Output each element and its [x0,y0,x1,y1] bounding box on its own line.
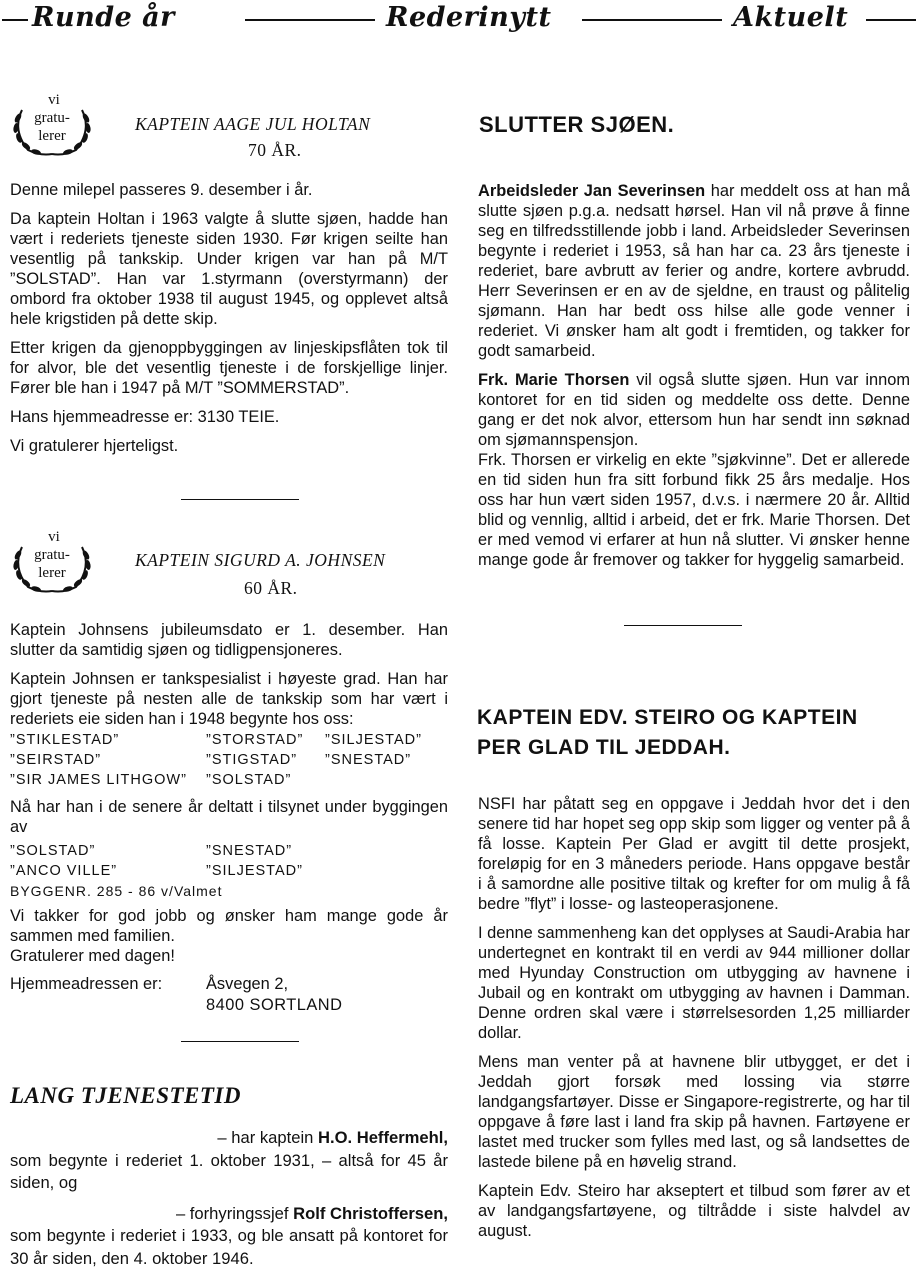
header-center-title: Rederinytt [386,2,552,33]
lang-line [10,1203,448,1226]
header-rule [582,19,722,21]
section-divider [181,499,299,500]
slutter-paragraph: Frk. Thorsen er virkelig en ekte ”sjøkvinne”. Det er allerede en tid siden hun fra sitt forbund fikk 25 års medalje. Hos oss har hun vært siden 1957, d.v.s. i nærmere 20 år. Alltid blid og vennlig, alltid i arbeid, det er frk. Marie Thorsen. Det er med vemod vi erfarer at hun nå slutter. Vi ønsker henne mange gode år fremover og takker for hyggelig samarbeid. [478,451,910,569]
johnsen-article-end [10,906,448,975]
ship-name: ”STORSTAD” [206,732,304,748]
ship-name: ”SOLSTAD” [206,772,292,788]
address-label: Hjemmeadressen er: [10,975,163,993]
holtan-paragraph: Denne milepel passeres 9. desember i år. [10,181,313,199]
johnsen-age: 60 ÅR. [244,578,298,598]
ship-name: ”STIGSTAD” [206,752,298,768]
ship-name: ”STIKLESTAD” [10,732,120,748]
header-left-title: Runde år [32,2,175,33]
svg-text:lerer: lerer [38,565,66,581]
holtan-article [10,180,448,465]
ship-name: ”SILJESTAD” [325,732,422,748]
page-header [0,0,920,42]
lang-article [10,1127,448,1270]
ship-name: ”SNESTAD” [325,752,412,768]
svg-text:vi: vi [48,529,60,545]
jeddah-paragraph: I denne sammenheng kan det opplyses at Saudi-Arabia har undertegnet en kontrakt til en verdi av 944 millioner dollar med Hyunday Construction om utbygging av havnene i Jubail og en kontrakt om utbygging av havnen i Damman. Denne ordren skal være i størrelsesorden 1,25 milliarder dollar. [478,924,910,1042]
ship-name: ”SILJESTAD” [206,863,303,879]
holtan-paragraph: Vi gratulerer hjerteligst. [10,437,179,455]
address-line: 8400 SORTLAND [206,996,343,1014]
slutter-paragraph [478,370,910,450]
holtan-title: KAPTEIN AAGE JUL HOLTAN [135,114,371,134]
ship-name: ”SEIRSTAD” [10,752,102,768]
svg-text:vi: vi [48,92,60,108]
johnsen-paragraph: Kaptein Johnsens jubileumsdato er 1. desember. Han slutter da samtidig sjøen og tidligpensjoneres. [10,621,448,659]
jeddah-paragraph: Mens man venter på at havnene blir utbygget, er det i Jeddah gjort forsøk med lossing via større landgangsfartøyer. Disse er Singapore-registrerte, og har til oppgave å føre last i land fra skip på havnen. Fartøyene er lastet med trucker som fylles med last, og så landsettes de lastede bilene på en høvelig strand. [478,1053,910,1171]
laurel-emblem [8,527,96,597]
holtan-paragraph: Etter krigen da gjenoppbyggingen av linjeskipsflåten tok til for alvor, ble det vesentlig tjeneste i de forskjellige linjer. Fører ble han i 1947 på M/T ”SOMMERSTAD”. [10,339,448,397]
holtan-paragraph: Hans hjemmeadresse er: 3130 TEIE. [10,408,280,426]
slutter-paragraph [478,181,910,361]
header-right-title: Aktuelt [733,2,849,33]
johnsen-paragraph: Nå har han i de senere år deltatt i tilsynet under byggingen av [10,798,448,836]
build-number-text: BYGGENR. 285 - 86 v/Valmet [10,883,223,899]
jeddah-title-line2: PER GLAD TIL JEDDAH. [477,736,731,759]
ship-name: ”ANCO VILLE” [10,863,118,879]
holtan-paragraph: Da kaptein Holtan i 1963 valgte å slutte sjøen, hadde han vært i rederiets tjeneste siden 1930. Før krigen seilte han vesentlig på tankskip. Under krigen var han på M/T ”SOLSTAD”. Han var 1.styrmann (overstyrmann) der ombord fra oktober 1938 til august 1945, og opplevet altså hele krigstiden på dette skip. [10,210,448,328]
slutter-text: vil også slutte sjøen. Hun var innom kontoret for en tid siden og meddelte oss dette. Denne gang er det nok alvor, ettersom hun har sendt inn søknad om sjømannspensjon. [478,371,911,449]
lang-name: Rolf Christoffersen, [293,1203,448,1223]
lang-text: – forhyringssjef [175,1203,294,1223]
slutter-article [478,181,910,579]
johnsen-paragraph: Vi takker for god jobb og ønsker ham mange gode år sammen med familien. [10,907,448,945]
header-rule [245,19,375,21]
person-name: Arbeidsleder Jan Severinsen [478,182,706,200]
ship-list [10,841,450,883]
section-divider [181,1041,299,1042]
johnsen-article-intro [10,620,448,738]
jeddah-title-line1: KAPTEIN EDV. STEIRO OG KAPTEIN [477,706,858,729]
header-rule [866,19,916,21]
slutter-text: har meddelt oss at han må slutte sjøen p.g.a. nedsatt hørsel. Han vil nå prøve å finne seg en tilfredsstillende jobb i land. Arbeidsleder Severinsen begynte i rederiet i 1953, så han har ca. 23 års tjeneste i rederiet, bare avbrutt av ferier og andre, kortere avbrudd. Herr Severinsen er en av de sjeldne, en traust og pålitelig sjømann. Han har bedt oss hilse alle gode venner i rederiet. Vi ønsker ham alt godt i fremtiden, og takker for godt samarbeid. [478,182,910,360]
ship-list [10,730,450,792]
lang-line: som begynte i rederiet 1. oktober 1931, – altså for 45 år siden, og [10,1150,448,1192]
laurel-emblem [8,90,96,160]
jeddah-article [478,794,910,1250]
lang-line [10,1127,448,1150]
jeddah-paragraph: Kaptein Edv. Steiro har akseptert et tilbud som fører av et av landgangsfartøyene, og tiltrådde i siste halvdel av august. [478,1182,910,1240]
lang-title: LANG TJENESTETID [10,1083,241,1108]
johnsen-paragraph: Gratulerer med dagen! [10,947,175,965]
johnsen-article-mid [10,797,448,846]
lang-text: – har kaptein [217,1128,318,1147]
svg-text:gratu-: gratu- [34,547,70,563]
section-divider [624,625,742,626]
lang-name: H.O. Heffermehl, [317,1128,448,1147]
slutter-title: SLUTTER SJØEN. [479,112,675,137]
ship-name: ”SNESTAD” [206,843,293,859]
johnsen-title: KAPTEIN SIGURD A. JOHNSEN [135,550,386,570]
svg-text:gratu-: gratu- [34,110,70,126]
holtan-age: 70 ÅR. [248,140,302,160]
ship-name: ”SIR JAMES LITHGOW” [10,772,187,788]
lang-line: som begynte i rederiet i 1933, og ble ansatt på kontoret for 30 år siden, den 4. oktober 1946. [10,1226,448,1268]
header-rule [2,19,28,21]
johnsen-paragraph: Kaptein Johnsen er tankspesialist i høyeste grad. Han har gjort tjeneste på nesten alle de tankskip som har vært i rederiets eie siden han i 1948 begynte hos oss: [10,670,448,728]
svg-text:lerer: lerer [38,128,66,144]
ship-name: ”SOLSTAD” [10,843,96,859]
address-line: Åsvegen 2, [206,975,289,993]
person-name: Frk. Marie Thorsen [478,371,630,389]
jeddah-paragraph: NSFI har påtatt seg en oppgave i Jeddah hvor det i den senere tid har hopet seg opp skip som ligger og venter på å få losse. Kaptein Per Glad er avgitt til dette prosjekt, foreløpig for en 3 måneders periode. Hans oppgave består i å samordne alle positive tiltak og krefter for om mulig å få bedre ”flyt” i losse- og lasteoperasjonene. [478,795,910,913]
